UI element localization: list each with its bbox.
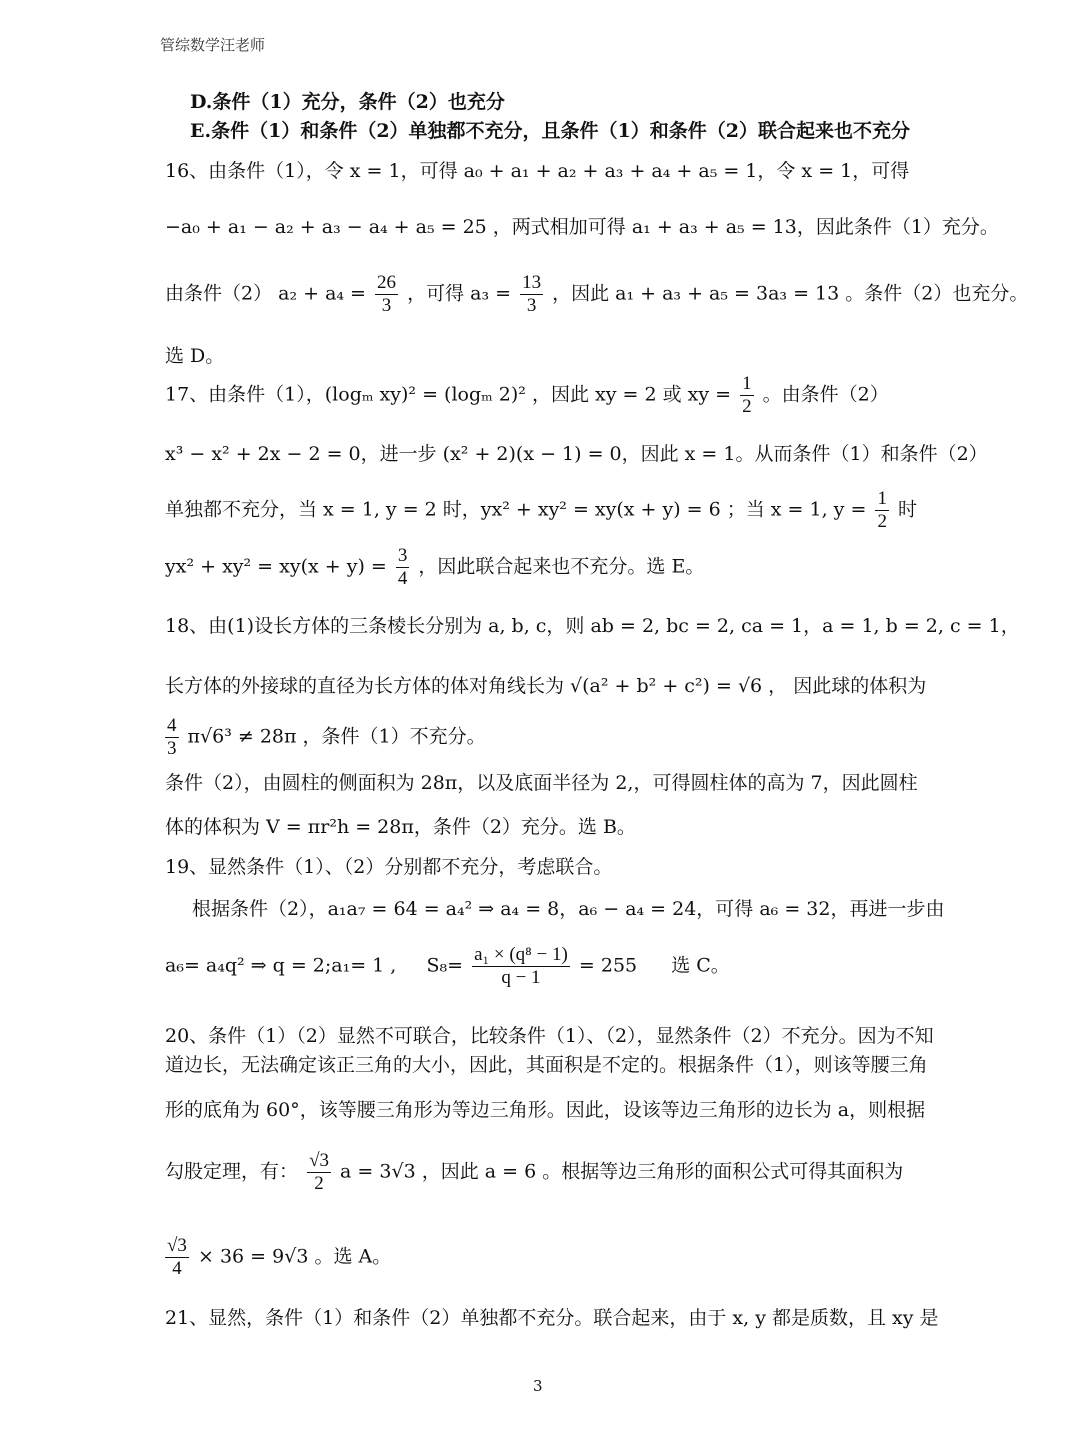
q20-line-4-a: 勾股定理，有： bbox=[165, 1160, 299, 1183]
q18-line-5: 体的体积为 V = πr²h = 28π，条件（2）充分。选 B。 bbox=[165, 816, 636, 838]
fraction bbox=[165, 715, 179, 760]
q20-line-1: 20、条件（1）（2）显然不可联合，比较条件（1）、（2），显然条件（2）不充分。因为不知 bbox=[165, 1025, 934, 1047]
fraction-numerator: 1 bbox=[742, 373, 752, 394]
q16-answer: 选 D。 bbox=[165, 345, 225, 367]
q16-line-3-c: ，因此 a₁ + a₃ + a₅ = 3a₃ = 13 。条件（2）也充分。 bbox=[552, 282, 1029, 305]
fraction-numerator: 13 bbox=[522, 272, 542, 293]
q18-line-2: 长方体的外接球的直径为长方体的体对角线长为 √(a² + b² + c²) = √6 ， 因此球的体积为 bbox=[165, 675, 927, 697]
fraction-denominator: 4 bbox=[172, 1257, 182, 1279]
q20-line-2: 道边长，无法确定该正三角的大小，因此，其面积是不定的。根据条件（1），则该等腰三角 bbox=[165, 1054, 928, 1076]
option-e: E.条件（1）和条件（2）单独都不充分，且条件（1）和条件（2）联合起来也不充分 bbox=[190, 120, 910, 142]
fraction bbox=[740, 373, 754, 418]
fraction bbox=[307, 1150, 331, 1195]
q17-line-3-b: 时 bbox=[897, 498, 917, 521]
fraction-denominator: 3 bbox=[526, 294, 537, 316]
q16-line-3 bbox=[165, 272, 1028, 317]
q18-line-1: 18、由(1)设长方体的三条棱长分别为 a, b, c，则 ab = 2, bc = 2, ca = 1，a = 1, b = 2, c = 1， bbox=[165, 615, 1020, 637]
fraction-numerator: 1 bbox=[877, 488, 887, 509]
fraction-denominator: 2 bbox=[742, 395, 752, 417]
q16-line-3-b: ，可得 a₃ = bbox=[407, 282, 512, 305]
q17-line-1-a: 17、由条件（1），(logₘ xy)² = (logₘ 2)² ，因此 xy = 2 或 xy = bbox=[165, 383, 732, 406]
fraction-denominator: 3 bbox=[381, 294, 392, 316]
fraction bbox=[875, 488, 889, 533]
fraction-denominator: 2 bbox=[877, 510, 887, 532]
fraction bbox=[375, 272, 398, 317]
q17-line-3 bbox=[165, 488, 917, 533]
q18-line-3 bbox=[165, 715, 486, 760]
q18-line-4: 条件（2），由圆柱的侧面积为 28π，以及底面半径为 2,，可得圆柱体的高为 7，因此圆柱 bbox=[165, 772, 918, 794]
q19-line-1: 19、显然条件（1）、（2）分别都不充分，考虑联合。 bbox=[165, 856, 613, 878]
q17-line-4-a: yx² + xy² = xy(x + y) = bbox=[165, 555, 387, 578]
fraction-numerator: 3 bbox=[397, 545, 408, 566]
q18-line-3-text: π√6³ ≠ 28π ，条件（1）不充分。 bbox=[187, 725, 486, 748]
q17-line-2: x³ − x² + 2x − 2 = 0，进一步 (x² + 2)(x − 1) = 0，因此 x = 1。从而条件（1）和条件（2） bbox=[165, 443, 988, 465]
q19-line-3-b: = 255 bbox=[578, 954, 638, 977]
fraction bbox=[396, 545, 410, 590]
fraction bbox=[520, 272, 543, 317]
q20-line-5-text: × 36 = 9√3 。选 A。 bbox=[197, 1245, 392, 1268]
fraction-numerator: √3 bbox=[167, 1235, 187, 1256]
fraction bbox=[472, 944, 570, 989]
s8-label: S₈= bbox=[426, 954, 464, 977]
q20-line-4-b: a = 3√3 ，因此 a = 6 。根据等边三角形的面积公式可得其面积为 bbox=[340, 1160, 904, 1183]
q17-line-1 bbox=[165, 373, 889, 418]
q20-line-3: 形的底角为 60°，该等腰三角形为等边三角形。因此，设该等边三角形的边长为 a，则根据 bbox=[165, 1099, 926, 1121]
q17-line-4 bbox=[165, 545, 704, 590]
fraction-denominator: 4 bbox=[397, 567, 408, 589]
q17-line-3-a: 单独都不充分，当 x = 1, y = 2 时，yx² + xy² = xy(x + y) = 6 ；当 x = 1, y = bbox=[165, 498, 867, 521]
page-number: 3 bbox=[533, 1377, 543, 1395]
q16-line-2: −a₀ + a₁ − a₂ + a₃ − a₄ + a₅ = 25 ，两式相加可得 a₁ + a₃ + a₅ = 13，因此条件（1）充分。 bbox=[165, 216, 999, 238]
q19-line-3 bbox=[165, 944, 730, 989]
q19-line-2: 根据条件（2），a₁a₇ = 64 = a₄² ⇒ a₄ = 8，a₆ − a₄ = 24，可得 a₆ = 32，再进一步由 bbox=[192, 898, 945, 920]
fraction-denominator: 2 bbox=[314, 1172, 324, 1194]
fraction-denominator: q − 1 bbox=[501, 966, 541, 988]
q16-line-3-a: 由条件（2） a₂ + a₄ = bbox=[165, 282, 366, 305]
q17-line-1-b: 。由条件（2） bbox=[762, 383, 889, 406]
q21-line-1: 21、显然，条件（1）和条件（2）单独都不充分。联合起来，由于 x, y 都是质数，且 xy 是 bbox=[165, 1307, 939, 1329]
q17-line-4-b: ，因此联合起来也不充分。选 E。 bbox=[418, 555, 705, 578]
fraction-denominator: 3 bbox=[167, 737, 177, 759]
fraction-numerator: √3 bbox=[309, 1150, 329, 1171]
fraction bbox=[165, 1235, 189, 1280]
option-d: D.条件（1）充分，条件（2）也充分 bbox=[190, 91, 505, 113]
q20-line-4 bbox=[165, 1150, 903, 1195]
fraction-numerator: 4 bbox=[167, 715, 177, 736]
q16-line-1: 16、由条件（1），令 x = 1，可得 a₀ + a₁ + a₂ + a₃ + a₄ + a₅ = 1，令 x = 1，可得 bbox=[165, 160, 910, 182]
page-header: 管综数学汪老师 bbox=[160, 36, 266, 54]
q19-line-3-a: a₆= a₄q² ⇒ q = 2;a₁= 1 , bbox=[165, 954, 397, 977]
q19-answer: 选 C。 bbox=[671, 954, 730, 977]
fraction-numerator: 26 bbox=[377, 272, 397, 293]
fraction-numerator: a₁ × (q⁸ − 1) bbox=[474, 944, 568, 965]
q20-line-5 bbox=[165, 1235, 391, 1280]
